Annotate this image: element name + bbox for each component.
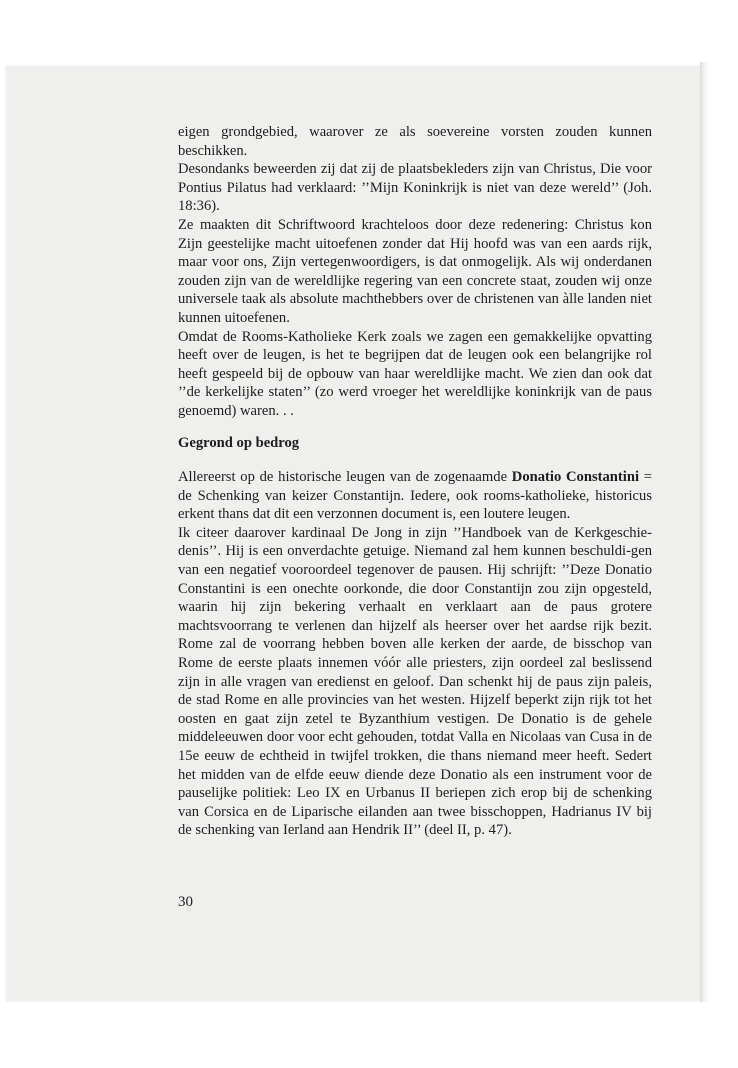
paragraph-6: Ik citeer daarover kardinaal De Jong in zijn ’’Handboek van de Kerkgeschie-denis’’. Hij is een onverdachte getuige. Niemand zal hem kunnen beschuldi-gen van een negatief vooroordeel tegenover de pausen. Hij schrijft: ’’Deze Donatio Constantini is een onechte oorkonde, die door Constantijn zou zijn opgesteld, waarin hij zijn bekering verhaalt en verklaart aan de paus grotere machtsvoorrang te verlenen dan hijzelf als heerser over het aardse rijk bezit. Rome zal de voorrang hebben boven alle kerken der aarde, de bisschop van Rome de eerste plaats innemen vóór alle priesters, zijn oordeel zal beslissend zijn in alle vragen van eredienst en geloof. Dan schenkt hij de paus zijn paleis, de stad Rome en alle provincies van het westen. Hijzelf beperkt zijn rijk tot het oosten en gaat zijn zetel te Byzanthium vestigen. De Donatio is de gehele middeleeuwen door voor echt gehouden, totdat Valla en Nicolaas van Cusa in de 15e eeuw de echtheid in twijfel trokken, die thans niemand meer heeft. Sedert het midden van de elfde eeuw diende deze Donatio als een instrument voor de pauselijke politiek: Leo IX en Urbanus II beriepen zich erop bij de schenking van Corsica en de Liparische eilanden aan twee bisschoppen, Hadrianus IV bij de schenking van Ierland aan Hendrik II’’ (deel II, p. 47).: [178, 524, 652, 839]
section-heading: Gegrond op bedrog: [178, 434, 300, 451]
paragraph-4: Omdat de Rooms-Katholieke Kerk zoals we zagen een gemakkelijke opvatting heeft over de leugen, is het te begrijpen dat de leugen ook een belangrijke rol heeft gespeeld bij de opbouw van haar wereldlijke macht. We zien dan ook dat ’’de kerkelijke staten’’ (zo werd vroeger het wereldlijke koninkrijk van de paus genoemd) waren. . .: [178, 328, 652, 419]
paragraph-3: Ze maakten dit Schriftwoord krachteloos door deze redenering: Christus kon Zijn geestelijke macht uitoefenen zonder dat Hij hoofd was van een aards rijk, maar voor ons, Zijn vertegenwoordigers, is dat onmogelijk. Als wij onderdanen zouden zijn van de wereldlijke regering van een concrete staat, zouden wij onze universele taak als absolute machthebbers over de christenen van àlle landen niet kunnen uitoefenen.: [178, 216, 652, 326]
page-edge-shadow: [700, 62, 710, 1002]
donatio-constantini-term: Donatio Constantini: [511, 469, 639, 486]
paragraph-5: [178, 468, 652, 524]
page-number: 30: [178, 894, 193, 910]
paragraph-5-end: = de Schenking van keizer Constantijn. Iedere, ook rooms-katholieke, historicus erkent thans dat dit een verzonnen document is, een loutere leugen.: [178, 469, 652, 523]
body-text: [178, 123, 652, 840]
paragraph-1: eigen grondgebied, waarover ze als soevereine vorsten zouden kunnen beschikken.: [178, 124, 652, 159]
paragraph-2: Desondanks beweerden zij dat zij de plaatsbekleders zijn van Christus, Die voor Pontius Pilatus had verklaard: ’’Mijn Koninkrijk is niet van deze wereld’’ (Joh. 18:36).: [178, 161, 652, 215]
paragraph-5-start: Allereerst op de historische leugen van de zogenaamde: [178, 469, 512, 486]
